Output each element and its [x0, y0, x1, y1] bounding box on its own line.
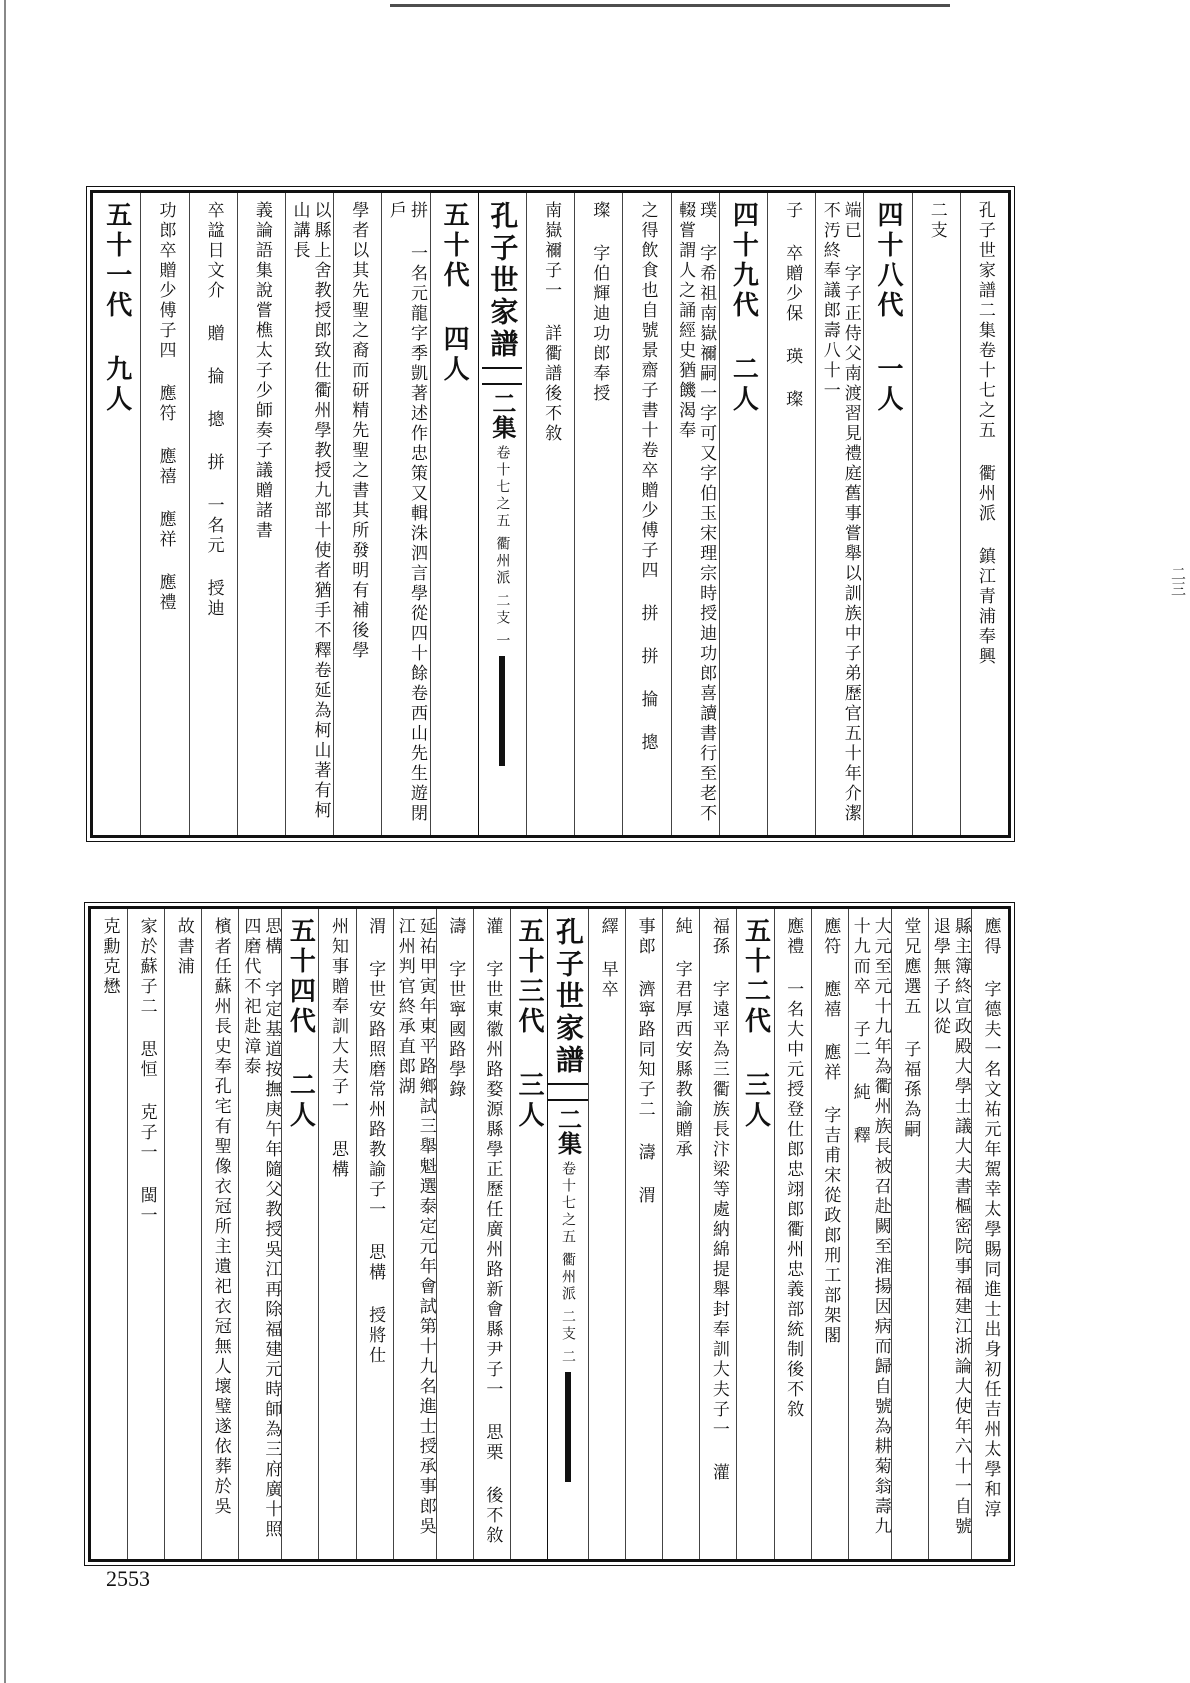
text-column: [719, 193, 767, 835]
center-fold-column: [478, 193, 526, 835]
sub-branch-label: 二支: [560, 1309, 577, 1343]
column-text: 南嶽禰子一 詳衢譜後不敘: [541, 201, 562, 444]
column-text: 四十八代 一人: [872, 201, 903, 415]
column-text: 拼 一名元龍字季凱著述作忠策又輯洙泗言學從四十餘卷西山先生遊閉戶: [385, 201, 427, 824]
bottom-page-columns: [91, 909, 1008, 1559]
text-column: [891, 909, 928, 1559]
column-text: 濤 字世寧國路學錄: [445, 917, 466, 1100]
column-text: 堂兄應選五 子福孫為嗣: [900, 917, 921, 1140]
column-text: 璨 字伯輝迪功郎奉授: [589, 201, 610, 404]
column-text: 二支: [926, 201, 947, 241]
fold-bar: [565, 1372, 571, 1482]
branch-label: 衢州派: [494, 536, 511, 587]
column-text: 之得飲食也自號景齋子書十卷卒贈少傅子四 拼 拼 掄 摠: [637, 201, 658, 753]
column-text: 事郎 濟寧路同知子二 濤 渭: [634, 917, 655, 1206]
text-column: [848, 909, 891, 1559]
text-column: [430, 193, 478, 835]
column-text: 五十一代 九人: [101, 201, 132, 415]
text-column: [912, 193, 960, 835]
column-text: 卒諡日文介 贈 掄 摠 拼 一名元 授迪: [203, 201, 224, 619]
text-column: [356, 909, 393, 1559]
column-text: 義論語集說嘗樵太子少師奏子議贈諸書: [251, 201, 272, 541]
top-page-columns: [93, 193, 1008, 835]
column-text: 五十二代 三人: [740, 917, 771, 1131]
column-text: 應符 應禧 應祥 字吉甫宋從政郎刑工部架閣: [820, 917, 841, 1346]
text-column: [526, 193, 574, 835]
column-text: 延祐甲寅年東平路鄉試三舉魁選泰定元年會試第十九名進士授承事郎吳江州判官終承直郎湖: [394, 917, 436, 1537]
text-column: [622, 193, 670, 835]
text-column: [238, 909, 281, 1559]
center-fold: [548, 917, 588, 1551]
text-column: [971, 909, 1008, 1559]
column-text: 繹 早卒: [597, 917, 618, 1000]
text-column: [736, 909, 773, 1559]
text-column: [333, 193, 381, 835]
column-text: 五十三代 三人: [513, 917, 544, 1131]
text-column: [574, 193, 622, 835]
volume-label: 卷十七之五: [494, 445, 511, 530]
text-column: [811, 909, 848, 1559]
top-edge-marks: [390, 4, 950, 23]
column-text: 純 字君厚西安縣教諭贈承: [671, 917, 692, 1160]
text-column: [767, 193, 815, 835]
column-text: 渭 字世安路照磨常州路教諭子一 思構 授將仕: [365, 917, 386, 1366]
collection-label: 二集: [553, 1107, 583, 1155]
column-text: 璞 字希祖南嶽禰嗣一字可又字伯玉宋理宗時授迪功郎喜讀書行至老不輟嘗謂人之誦經史猶饑渴奉: [675, 201, 717, 824]
text-column: [285, 193, 333, 835]
text-column: [928, 909, 971, 1559]
text-column: [189, 193, 237, 835]
text-column: [140, 193, 188, 835]
text-column: [381, 193, 429, 835]
column-text: 五十四代 二人: [285, 917, 316, 1131]
text-column: [237, 193, 285, 835]
text-column: [625, 909, 662, 1559]
column-text: 應得 字德夫一名文祐元年駕幸太學賜同進士出身初任吉州太學和淳: [980, 917, 1001, 1520]
column-text: 端已 字子正侍父南渡習見禮庭舊事嘗舉以訓族中子弟歷官五十年介潔不汚終奉議郎壽八十一: [819, 201, 861, 824]
text-column: [774, 909, 811, 1559]
text-column: [588, 909, 625, 1559]
leaf-number: 二: [560, 1349, 577, 1366]
text-column: [671, 193, 719, 835]
column-text: 縣主簿終宣政殿大學士議大夫書樞密院事福建江浙論大使年六十一自號退學無子以從: [929, 917, 971, 1537]
column-text: 克勳克懋: [99, 917, 120, 997]
page-number: 2553: [106, 1566, 150, 1591]
text-column: [93, 193, 140, 835]
column-text: 大元至元十九年為衢州族長被召赴闕至淮揚因病而歸自號為耕菊翁壽九十九而卒 子二 純 釋: [849, 917, 891, 1537]
book-title: 孔子世家譜: [552, 917, 586, 1077]
text-column: [960, 193, 1008, 835]
column-text: 應禮 一名大中元授登仕郎忠翊郎衢州忠義部統制後不敘: [783, 917, 804, 1420]
branch-label: 衢州派: [560, 1252, 577, 1303]
column-text: 福孫 字遠平為三衢族長汴梁等處納綿提舉封奉訓大夫子一 灌: [708, 917, 729, 1483]
column-text: 學者以其先聖之裔而研精先聖之書其所發明有補後學: [348, 201, 369, 661]
text-column: [318, 909, 355, 1559]
text-column: [863, 193, 911, 835]
column-text: 家於蘇子二 思恒 克子一 閩一: [136, 917, 157, 1226]
column-text: 故書浦: [173, 917, 194, 977]
text-column: [473, 909, 510, 1559]
text-column: [127, 909, 164, 1559]
collection-label: 二集: [487, 391, 517, 439]
fold-mark: [548, 1083, 588, 1101]
column-text: 思構 字定基道按撫庚午年隨父教授吳江再除福建元時師為三府廣十照四磨代不祀赴漳泰: [240, 917, 282, 1540]
sub-branch-label: 二支: [494, 593, 511, 627]
column-text: 子 卒贈少保 瑛 璨: [782, 201, 803, 410]
text-column: [510, 909, 547, 1559]
text-column: [281, 909, 318, 1559]
page-edge-rule: [4, 0, 6, 1683]
column-text: 以縣上舍教授郎致仕衢州學教授九部十使者猶手不釋卷延為柯山著有柯山講長: [289, 201, 331, 821]
column-text: 五十代 四人: [439, 201, 470, 385]
column-text: 孔子世家譜二集卷十七之五 衢州派 鎮江青浦奉興: [974, 201, 995, 667]
center-fold-column: [547, 909, 588, 1559]
column-text: 灌 字世東徽州路婺源縣學正歷任廣州路新會縣尹子一 思栗 後不敘: [482, 917, 503, 1546]
text-column: [91, 909, 127, 1559]
top-page-panel: [90, 190, 1011, 838]
text-column: [662, 909, 699, 1559]
text-column: [164, 909, 201, 1559]
fold-bar: [499, 656, 505, 766]
column-text: 四十九代 二人: [728, 201, 759, 415]
text-column: [201, 909, 238, 1559]
side-note: 二三: [1169, 566, 1187, 596]
center-fold: [482, 201, 522, 827]
column-text: 州知事贈奉訓大夫子一 思構: [328, 917, 349, 1180]
text-column: [436, 909, 473, 1559]
column-text: 功郎卒贈少傅子四 應符 應禧 應祥 應禮: [155, 201, 176, 613]
volume-label: 卷十七之五: [560, 1161, 577, 1246]
fold-mark: [482, 367, 522, 385]
book-title: 孔子世家譜: [486, 201, 520, 361]
column-text: 檳者任蘇州長史奉孔宅有聖像衣冠所主遺祀衣冠無人壞璧遂依葬於吳: [210, 917, 231, 1517]
text-column: [393, 909, 436, 1559]
leaf-number: 一: [494, 633, 511, 650]
text-column: [815, 193, 863, 835]
text-column: [699, 909, 736, 1559]
bottom-page-panel: [88, 906, 1011, 1562]
